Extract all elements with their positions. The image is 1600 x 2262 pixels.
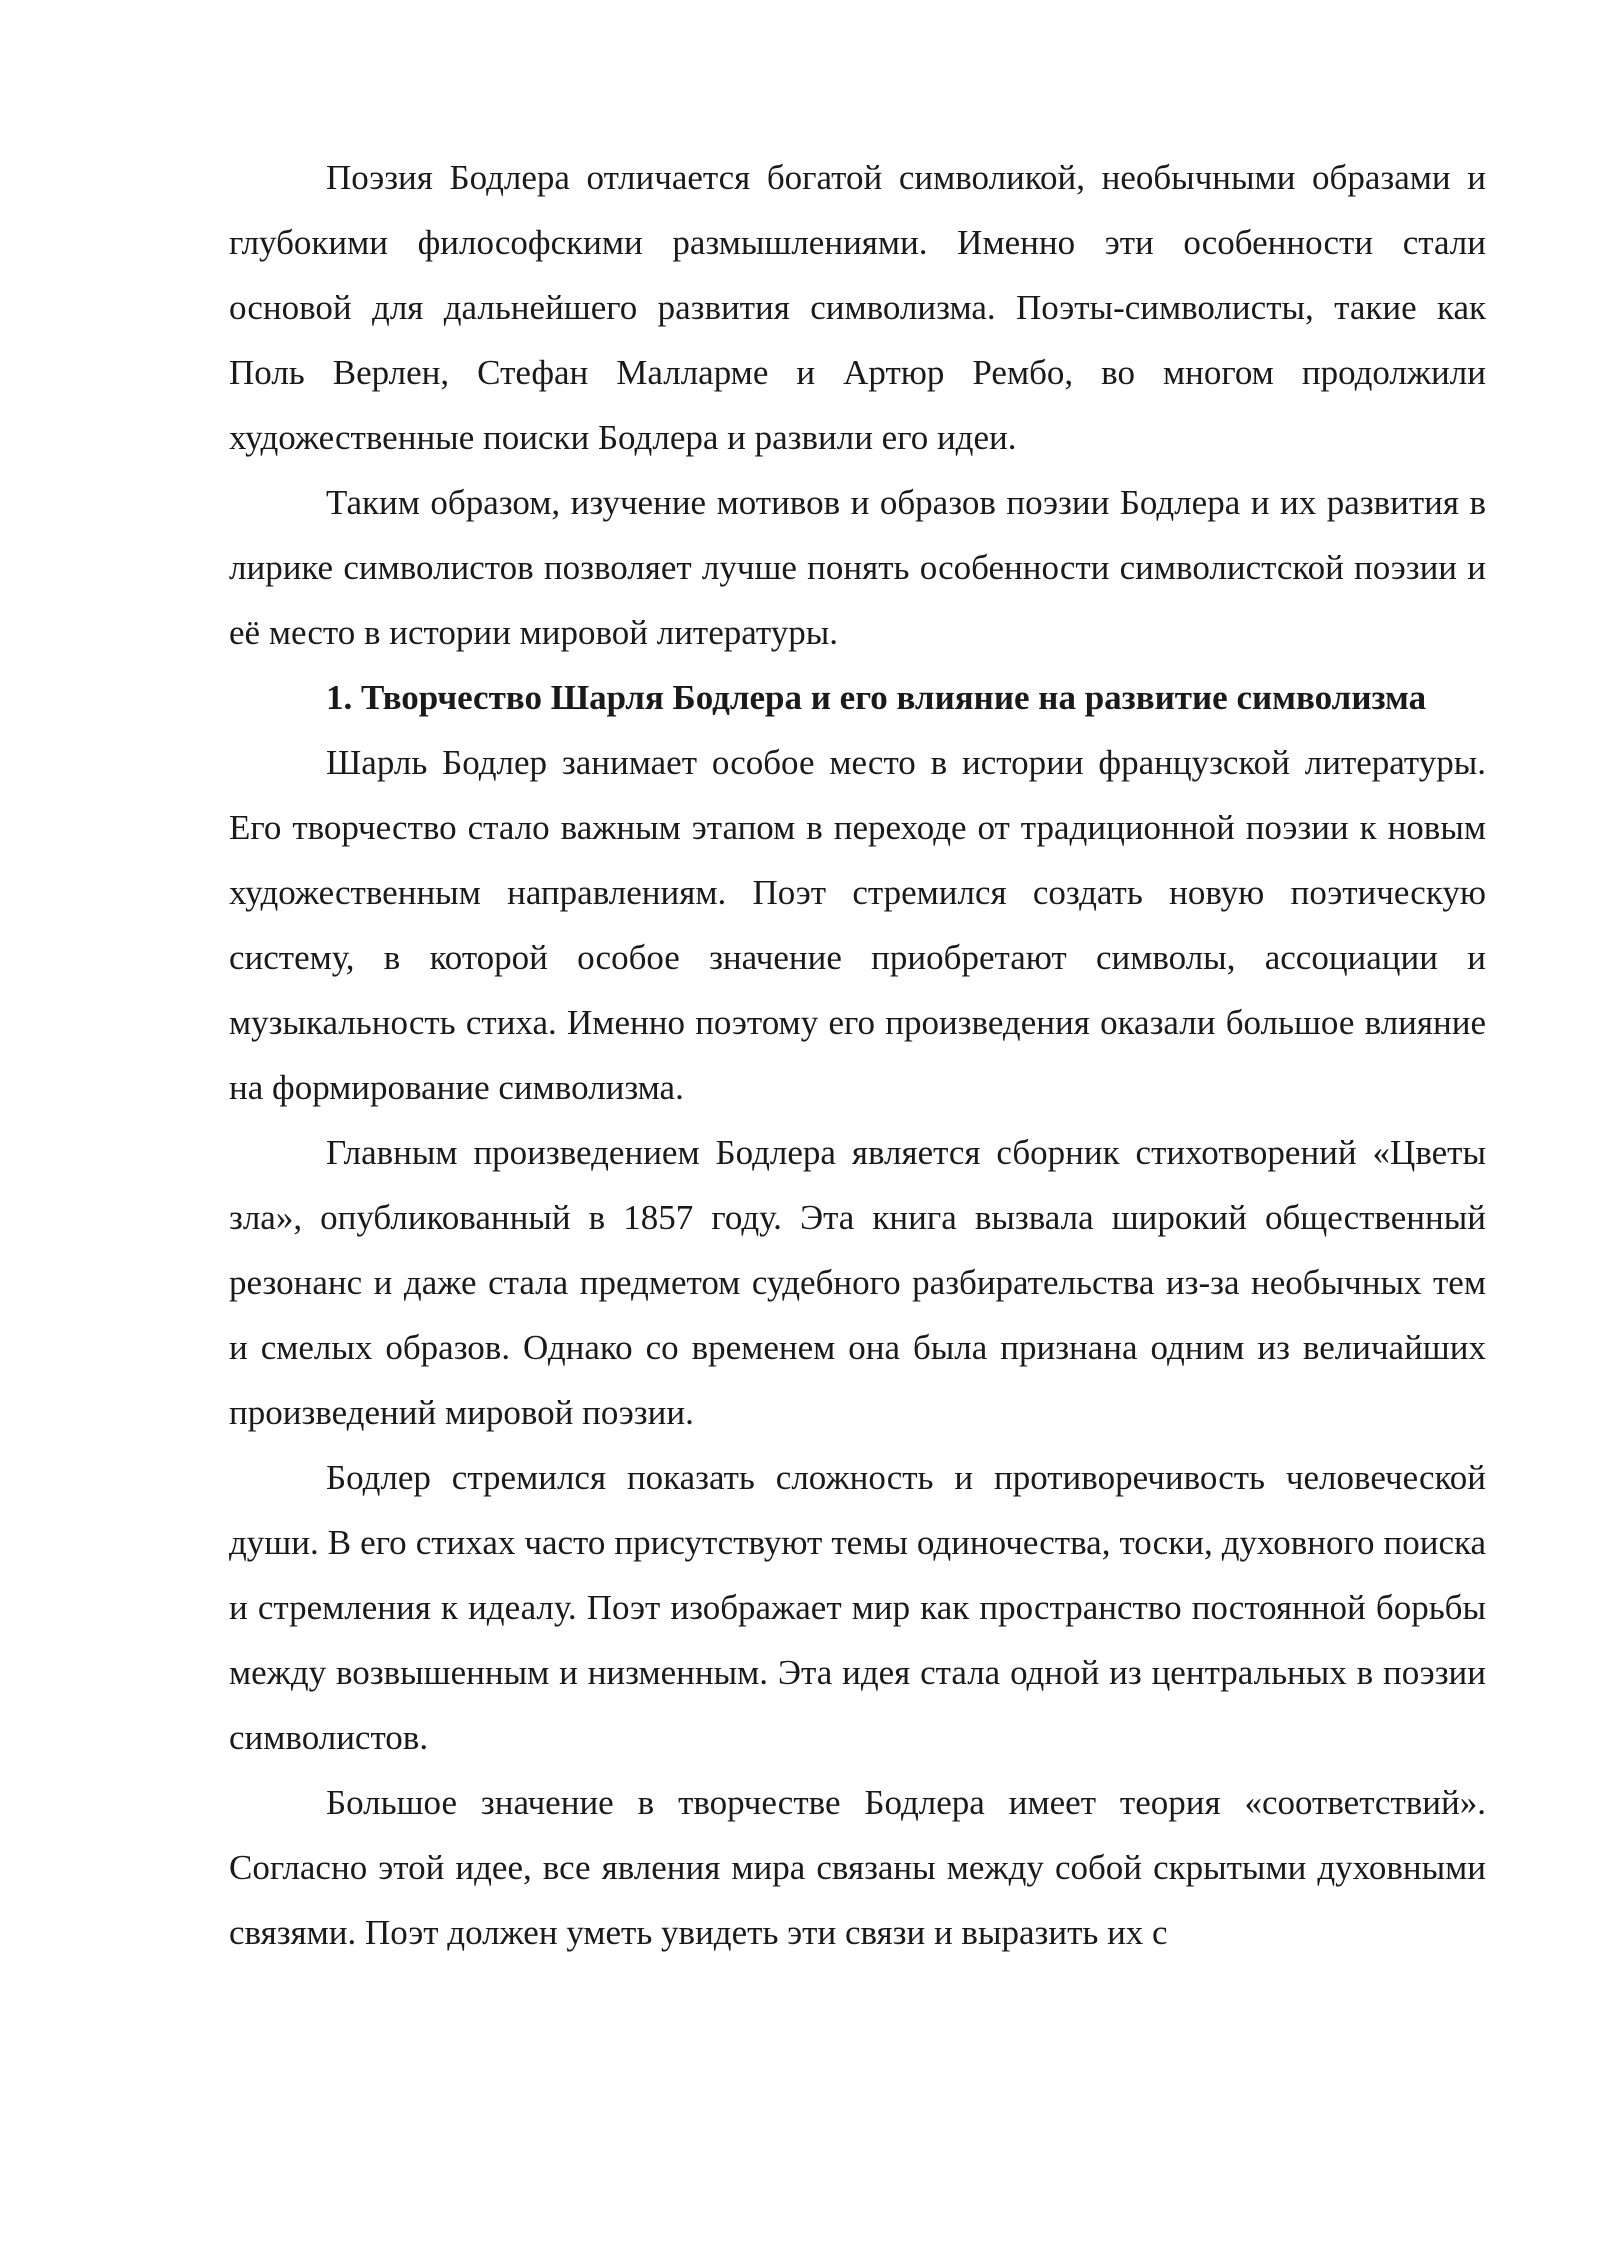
paragraph: Поэзия Бодлера отличается богатой символикой, необычными образами и глубокими философскими размышлениями. Именно эти особенности стали основой для дальнейшего развития символизма. Поэты-символисты, такие как Поль Верлен, Стефан Малларме и Артюр Рембо, во многом продолжили художественные поиски Бодлера и развили его идеи. [229, 158, 1486, 457]
paragraph: Бодлер стремился показать сложность и противоречивость человеческой души. В его стихах часто присутствуют темы одиночества, тоски, духовного поиска и стремления к идеалу. Поэт изображает мир как пространство постоянной борьбы между возвышенным и низменным. Эта идея стала одной из центральных в поэзии символистов. [229, 1458, 1486, 1757]
section-heading: 1. Творчество Шарля Бодлера и его влияние на развитие символизма [326, 678, 1427, 717]
paragraph: Главным произведением Бодлера является сборник стихотворений «Цветы зла», опубликованный в 1857 году. Эта книга вызвала широкий общественный резонанс и даже стала предметом судебного разбирательства из-за необычных тем и смелых образов. Однако со временем она была признана одним из величайших произведений мировой поэзии. [229, 1133, 1486, 1432]
page-content [229, 145, 1486, 1965]
paragraph: Большое значение в творчестве Бодлера имеет теория «соответствий». Согласно этой идее, все явления мира связаны между собой скрытыми духовными связями. Поэт должен уметь увидеть эти связи и выразить их с [229, 1783, 1486, 1952]
paragraph: Шарль Бодлер занимает особое место в истории французской литературы. Его творчество стало важным этапом в переходе от традиционной поэзии к новым художественным направлениям. Поэт стремился создать новую поэтическую систему, в которой особое значение приобретают символы, ассоциации и музыкальность стиха. Именно поэтому его произведения оказали большое влияние на формирование символизма. [229, 743, 1486, 1107]
paragraph: Таким образом, изучение мотивов и образов поэзии Бодлера и их развития в лирике символистов позволяет лучше понять особенности символистской поэзии и её место в истории мировой литературы. [229, 483, 1486, 652]
